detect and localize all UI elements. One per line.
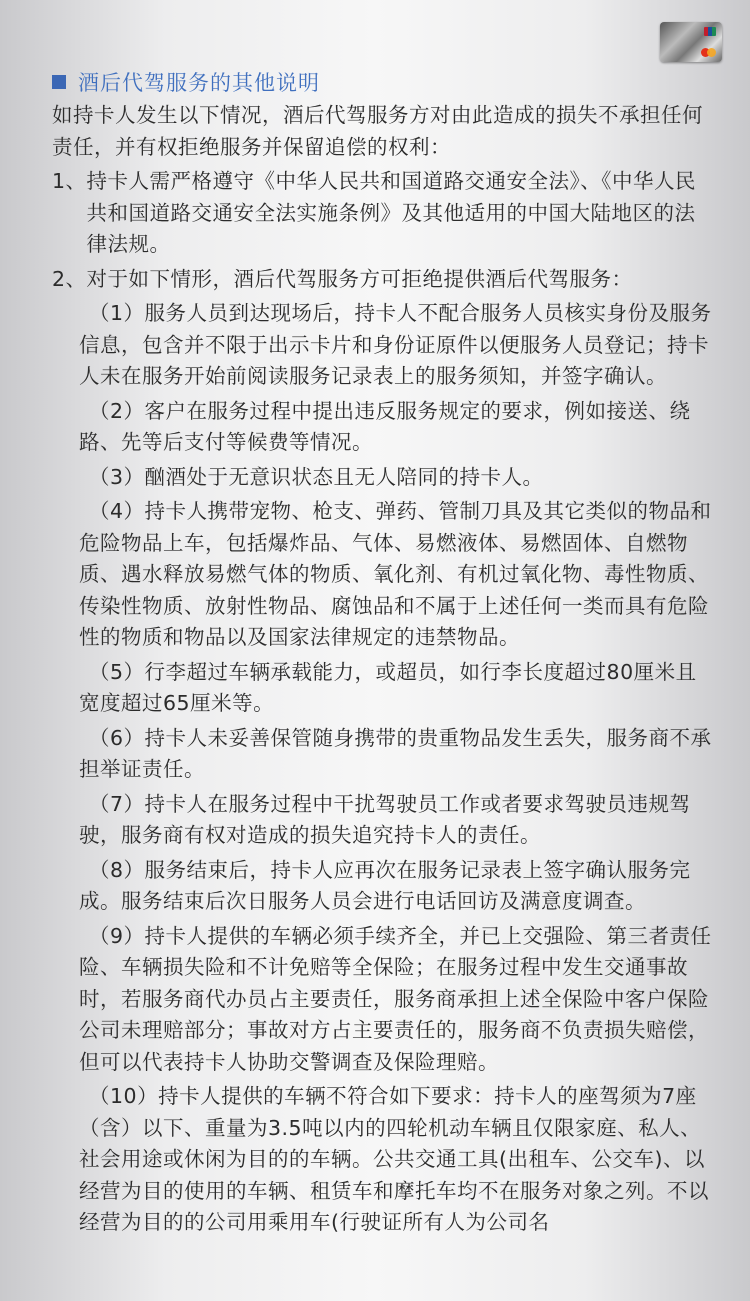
bank-card-icon [660,22,722,62]
sub-item-3: （3）酗酒处于无意识状态且无人陪同的持卡人。 [89,464,544,489]
unionpay-logo-icon [704,27,716,36]
sub-item-1: （1）服务人员到达现场后，持卡人不配合服务人员核实身份及服务信息，包含并不限于出示卡片和身份证原件以便服务人员登记；持卡人未在服务开始前阅读服务记录表上的服务须知，并签字确认。 [79,301,712,388]
intro-paragraph: 如持卡人发生以下情况，酒后代驾服务方对由此造成的损失不承担任何责任，并有权拒绝服务并保留追偿的权利： [52,103,703,159]
sub-item-10: （10）持卡人提供的车辆不符合如下要求：持卡人的座驾须为7座（含）以下、重量为3.5吨以内的四轮机动车辆且仅限家庭、私人、社会用途或休闲为目的的车辆。公共交通工具(出租车、公交车)、以经营为目的使用的车辆、租赁车和摩托车均不在服务对象之列。不以经营为目的的公司用乘用车(行驶证所有人为公司名 [79,1084,709,1234]
sub-item-5: （5）行李超过车辆承载能力，或超员，如行李长度超过80厘米且宽度超过65厘米等。 [79,659,697,715]
sub-item-2: （2）客户在服务过程中提出违反服务规定的要求，例如接送、绕路、先等后支付等候费等情况。 [79,398,691,454]
sub-item-9: （9）持卡人提供的车辆必须手续齐全，并已上交强险、第三者责任险、车辆损失险和不计免赔等全保险；在服务过程中发生交通事故时，若服务商代办员占主要责任，服务商承担上述全保险中客户保险公司未理赔部分；事故对方占主要责任的，服务商不负责损失赔偿，但可以代表持卡人协助交警调查及保险理赔。 [79,923,712,1074]
sub-item-7: （7）持卡人在服务过程中干扰驾驶员工作或者要求驾驶员违规驾驶，服务商有权对造成的损失追究持卡人的责任。 [79,791,691,847]
item-number: 2、 [52,266,87,291]
square-bullet-icon [52,75,66,89]
numbered-item-1 [52,166,712,261]
mastercard-logo-icon [701,48,717,57]
section-title: 酒后代驾服务的其他说明 [78,71,320,95]
sub-item-8: （8）服务结束后，持卡人应再次在服务记录表上签字确认服务完成。服务结束后次日服务人员会进行电话回访及满意度调查。 [79,857,691,913]
item-text: 对于如下情形，酒后代驾服务方可拒绝提供酒后代驾服务： [86,266,633,291]
item-number: 1、 [52,169,87,193]
numbered-item-2 [52,264,712,296]
section-heading [52,66,712,98]
sub-item-4: （4）持卡人携带宠物、枪支、弹药、管制刀具及其它类似的物品和危险物品上车，包括爆炸品、气体、易燃液体、易燃固体、自燃物质、遇水释放易燃气体的物质、氧化剂、有机过氧化物、毒性物质、传染性物质、放射性物品、腐蚀品和不属于上述任何一类而具有危险性的物质和物品以及国家法律规定的违禁物品。 [79,499,712,649]
document-body [52,66,712,1242]
item-text: 持卡人需严格遵守《中华人民共和国道路交通安全法》、《中华人民共和国道路交通安全法实施条例》及其他适用的中国大陆地区的法律法规。 [86,169,697,256]
sub-item-6: （6）持卡人未妥善保管随身携带的贵重物品发生丢失，服务商不承担举证责任。 [79,725,712,781]
